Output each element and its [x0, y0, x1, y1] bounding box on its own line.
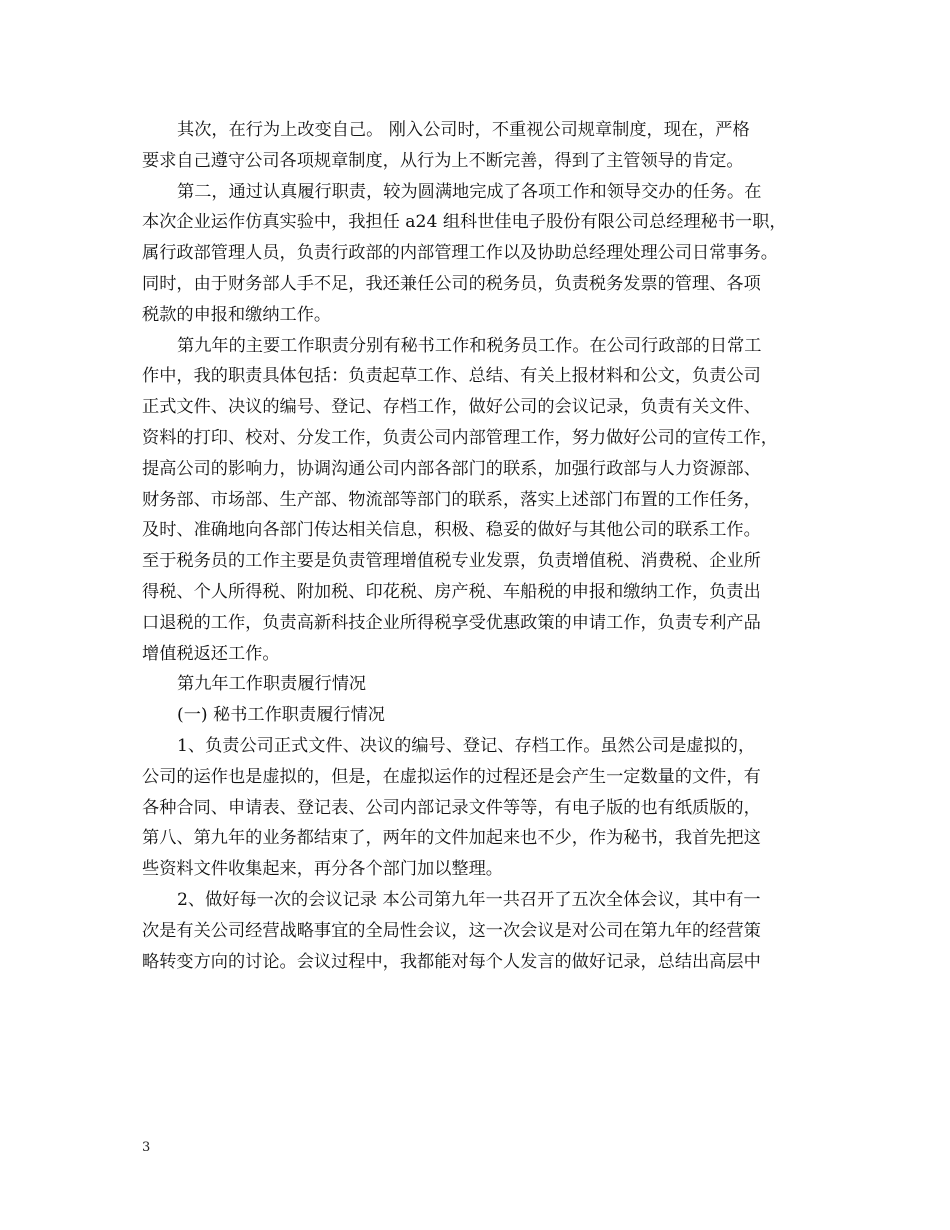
text-line: 财务部、市场部、生产部、物流部等部门的联系，落实上述部门布置的工作任务，	[142, 489, 761, 510]
text-line: 增值税返还工作。	[142, 643, 280, 664]
subsection-heading	[142, 700, 812, 731]
paragraph-duties-completed	[142, 177, 812, 331]
text-line: 1、负责公司正式文件、决议的编号、登记、存档工作。虽然公司是虚拟的，	[177, 735, 756, 756]
text-line: 资料的打印、校对、分发工作，负责公司内部管理工作，努力做好公司的宣传工作，	[142, 427, 778, 448]
text-line: 属行政部管理人员，负责行政部的内部管理工作以及协助总经理处理公司日常事务。	[142, 243, 778, 264]
text-line: 得税、个人所得税、附加税、印花税、房产税、车船税的申报和缴纳工作，负责出	[142, 581, 761, 602]
text-line: 作中，我的职责具体包括：负责起草工作、总结、有关上报材料和公文，负责公司	[142, 366, 761, 387]
text-line: 些资料文件收集起来，再分各个部门加以整理。	[142, 859, 503, 880]
text-line: 口退税的工作，负责高新科技企业所得税享受优惠政策的申请工作，负责专利产品	[142, 612, 761, 633]
text-line: 要求自己遵守公司各项规章制度，从行为上不断完善，得到了主管领导的肯定。	[142, 150, 744, 171]
heading-text: 第九年工作职责履行情况	[177, 674, 367, 695]
text-line: 税款的申报和缴纳工作。	[142, 304, 332, 325]
text-line: 次是有关公司经营战略事宜的全局性会议，这一次会议是对公司在第九年的经营策	[142, 920, 761, 941]
text-line: 各种合同、申请表、登记表、公司内部记录文件等等，有电子版的也有纸质版的，	[142, 797, 761, 818]
text-line: 及时、准确地向各部门传达相关信息，积极、稳妥的做好与其他公司的联系工作。	[142, 520, 761, 541]
text-line: 同时，由于财务部人手不足，我还兼任公司的税务员，负责税务发票的管理、各项	[142, 273, 761, 294]
text-line: 第九年的主要工作职责分别有秘书工作和税务员工作。在公司行政部的日常工	[177, 335, 762, 356]
paragraph-main-responsibilities	[142, 331, 812, 670]
text-line: 第八、第九年的业务都结束了，两年的文件加起来也不少，作为秘书，我首先把这	[142, 828, 761, 849]
paragraph-meeting-records	[142, 885, 812, 977]
page-number: 3	[142, 1140, 151, 1155]
paragraph-behavior-change	[142, 115, 812, 177]
section-heading	[142, 669, 812, 700]
text-line: 其次，在行为上改变自己。 刚入公司时，不重视公司规章制度，现在，严格	[177, 120, 750, 140]
text-line: 正式文件、决议的编号、登记、存档工作，做好公司的会议记录，负责有关文件、	[142, 397, 761, 418]
text-line: 本次企业运作仿真实验中，我担任 a24 组科世佳电子股份有限公司总经理秘书一职，	[142, 212, 787, 233]
text-line: 提高公司的影响力，协调沟通公司内部各部门的联系，加强行政部与人力资源部、	[142, 458, 761, 479]
text-line: 第二，通过认真履行职责，较为圆满地完成了各项工作和领导交办的任务。在	[177, 181, 762, 202]
text-line: 略转变方向的讨论。会议过程中，我都能对每个人发言的做好记录，总结出高层中	[142, 951, 761, 972]
text-line: 2、做好每一次的会议记录 本公司第九年一共召开了五次全体会议，其中有一	[177, 889, 761, 910]
paragraph-document-filing	[142, 731, 812, 885]
text-line: 至于税务员的工作主要是负责管理增值税专业发票，负责增值税、消费税、企业所	[142, 551, 761, 572]
heading-text: (一) 秘书工作职责履行情况	[177, 705, 385, 726]
text-line: 公司的运作也是虚拟的，但是，在虚拟运作的过程还是会产生一定数量的文件，有	[142, 766, 761, 787]
document-body	[142, 115, 812, 977]
